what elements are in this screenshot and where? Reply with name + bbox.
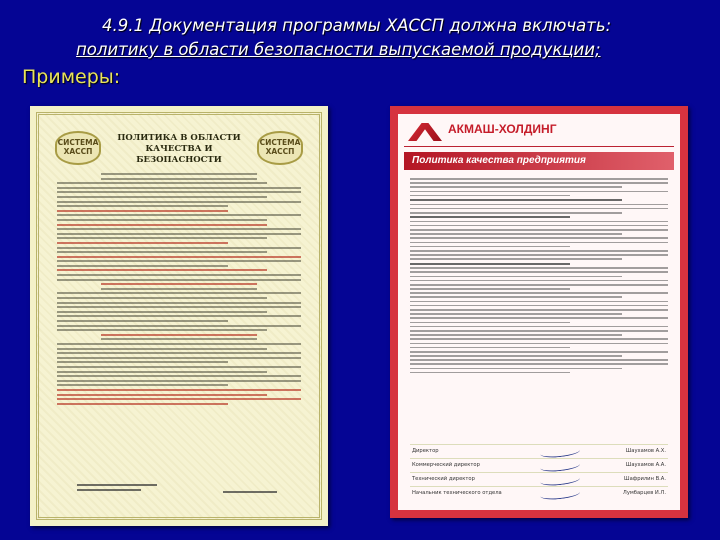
haccp-policy-certificate-image — [30, 106, 328, 526]
policy-banner: Политика качества предприятия — [404, 152, 674, 170]
signature-table — [410, 444, 668, 500]
signature-row — [410, 458, 668, 472]
certificate-signature-block — [77, 484, 157, 491]
signature-row — [410, 472, 668, 486]
signature-role: Директор — [412, 448, 439, 454]
company-header — [404, 120, 674, 147]
haccp-seal-left: СИСТЕМА ХАССП — [55, 131, 101, 165]
signature-name: Шаухамов А.А. — [625, 462, 666, 468]
signature-scribble — [540, 473, 581, 487]
signature-scribble — [540, 459, 581, 473]
signature-name: Шафрилин В.А. — [624, 476, 666, 482]
certificate-heading: ПОЛИТИКА В ОБЛАСТИ КАЧЕСТВА И БЕЗОПАСНОСТИ — [117, 133, 241, 165]
company-name: АКМАШ-ХОЛДИНГ — [448, 122, 557, 136]
haccp-seal-right: СИСТЕМА ХАССП — [257, 131, 303, 165]
signature-scribble — [540, 445, 581, 459]
company-quality-policy-image — [390, 106, 688, 518]
slide-title-line-1: 4.9.1 Документация программы ХАССП должна включать: — [102, 16, 612, 35]
examples-label: Примеры: — [22, 66, 121, 88]
signature-scribble — [540, 487, 581, 501]
certificate-body-text — [57, 173, 301, 407]
signature-row — [410, 486, 668, 500]
signature-role: Коммерческий директор — [412, 462, 480, 468]
signature-name: Лумбарцев И.Л. — [622, 490, 666, 496]
certificate-frame — [36, 112, 322, 520]
policy-page — [398, 114, 680, 510]
signature-row — [410, 444, 668, 458]
slide-title-line-2: политику в области безопасности выпускаемой продукции; — [76, 40, 601, 59]
company-logo-icon — [408, 123, 442, 141]
policy-body-text — [410, 178, 668, 376]
signature-name: Шаухамов А.Х. — [625, 448, 666, 454]
signature-role: Технический директор — [412, 476, 475, 482]
certificate-signature-name — [223, 491, 277, 493]
signature-role: Начальник технического отдела — [412, 490, 502, 496]
